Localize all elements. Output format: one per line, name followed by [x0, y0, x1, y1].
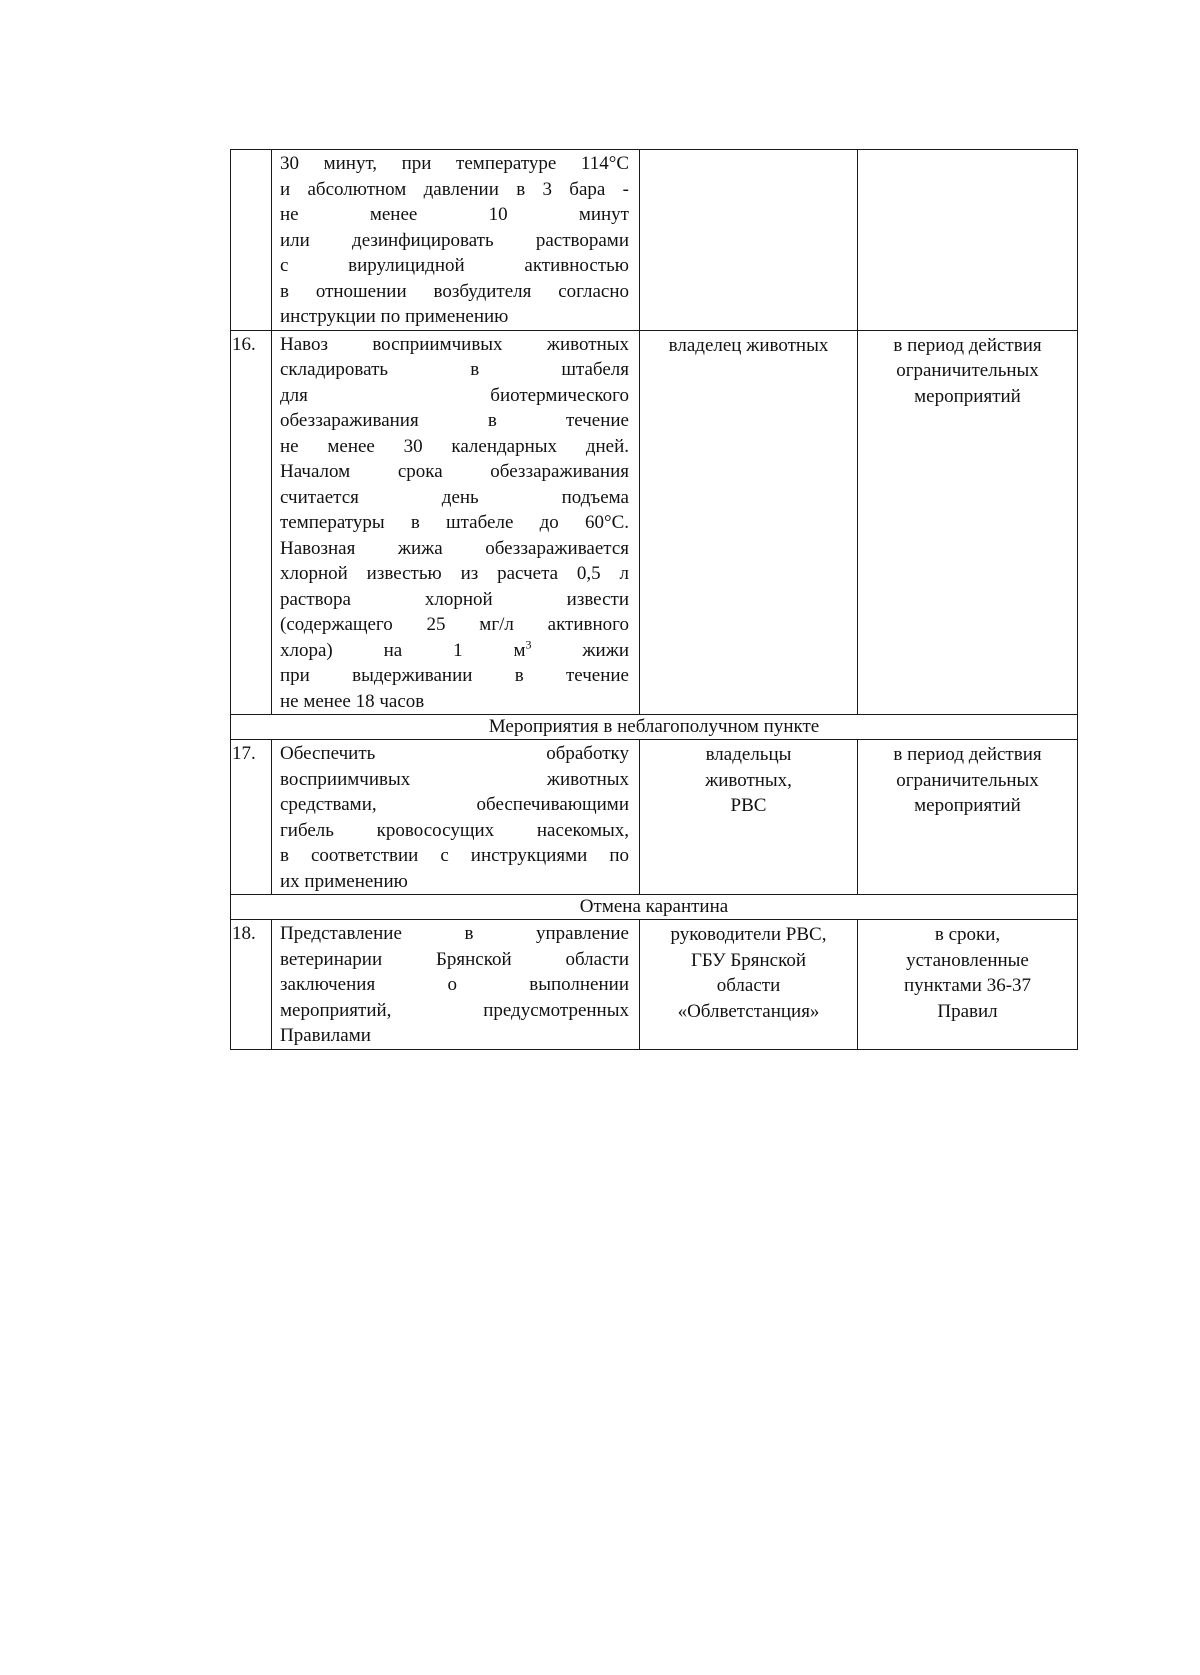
measure-line: хлорной известью из расчета 0,5 л	[280, 563, 629, 584]
term-line: мероприятий	[914, 795, 1021, 816]
measure-text	[272, 150, 640, 331]
term-line: ограничительных	[896, 769, 1039, 791]
term-line: мероприятий	[914, 385, 1021, 407]
measure-line: не менее 18 часов	[280, 690, 425, 712]
superscript: 3	[525, 637, 532, 652]
measure-line: Началом срока обеззараживания	[280, 461, 629, 482]
measure-line: 30 минут, при температуре 114°С	[280, 153, 629, 174]
measure-line: инструкции по применению	[280, 306, 509, 327]
measure-line: с вирулицидной активностью	[280, 255, 629, 276]
measure-line: гибель кровососущих насекомых,	[280, 819, 629, 841]
table-row-18	[231, 920, 1078, 1050]
measure-line: температуры в штабеле до 60°С.	[280, 512, 629, 533]
row-number: 18.	[231, 920, 272, 1050]
responsible-line: владельцы	[705, 744, 792, 765]
measure-line: и абсолютном давлении в 3 бара -	[280, 178, 629, 200]
table-row-16	[231, 330, 1078, 715]
measure-line: Навозная жижа обеззараживается	[280, 537, 629, 559]
measure-line: мероприятий, предусмотренных	[280, 999, 629, 1021]
term-cell	[858, 150, 1078, 331]
responsible-cell	[640, 330, 858, 715]
responsible-line: животных,	[705, 769, 792, 791]
measure-line: (содержащего 25 мг/л активного	[280, 614, 629, 635]
section-row	[231, 715, 1078, 740]
responsible-line: РВС	[730, 795, 767, 816]
table-row-continuation	[231, 150, 1078, 331]
measure-line: Правилами	[280, 1025, 371, 1046]
measure-line: не менее 30 календарных дней.	[280, 435, 629, 457]
measure-text	[272, 920, 640, 1050]
measure-line: в отношении возбудителя согласно	[280, 280, 629, 302]
measure-line: для биотермического	[280, 384, 629, 406]
measure-line: восприимчивых животных	[280, 768, 629, 790]
measure-line: средствами, обеспечивающими	[280, 794, 629, 815]
table-row-17	[231, 740, 1078, 895]
measure-line: при выдерживании в течение	[280, 665, 629, 686]
section-heading: Мероприятия в неблагополучном пункте	[231, 715, 1078, 740]
measure-line: не менее 10 минут	[280, 204, 629, 225]
measure-line: в соответствии с инструкциями по	[280, 845, 629, 866]
term-line: пунктами 36-37	[903, 975, 1032, 996]
responsible-line: ГБУ Брянской	[690, 949, 807, 971]
measure-line: или дезинфицировать растворами	[280, 229, 629, 251]
measure-line: ветеринарии Брянской области	[280, 948, 629, 970]
term-line: ограничительных	[896, 360, 1039, 381]
responsible-line: руководители РВС,	[670, 924, 827, 945]
term-cell	[858, 740, 1078, 895]
row-number	[231, 150, 272, 331]
measure-line: Навоз восприимчивых животных	[280, 333, 629, 355]
measure-text	[272, 740, 640, 895]
measure-line-with-superscript: хлора) на 1 $м^3$ жижи	[280, 637, 629, 661]
responsible-line: владелец животных	[668, 334, 829, 356]
responsible-line: области	[716, 975, 781, 996]
responsible-cell	[640, 740, 858, 895]
measure-line: заключения о выполнении	[280, 974, 629, 995]
measures-table	[230, 149, 1078, 1050]
section-heading: Отмена карантина	[231, 895, 1078, 920]
term-line: в период действия	[893, 744, 1042, 765]
responsible-cell	[640, 150, 858, 331]
measure-line: считается день подъема	[280, 486, 629, 508]
section-row	[231, 895, 1078, 920]
term-line: Правил	[937, 1000, 998, 1022]
term-cell	[858, 330, 1078, 715]
row-number: 17.	[231, 740, 272, 895]
responsible-line: «Облветстанция»	[677, 1000, 820, 1022]
measure-text	[272, 330, 640, 715]
measure-line: их применению	[280, 870, 408, 892]
term-line: в сроки,	[934, 924, 1001, 945]
term-cell	[858, 920, 1078, 1050]
responsible-cell	[640, 920, 858, 1050]
measure-line: Обеспечить обработку	[280, 743, 629, 764]
term-line: установленные	[906, 949, 1029, 971]
row-number: 16.	[231, 330, 272, 715]
measure-line: складировать в штабеля	[280, 359, 629, 380]
term-line: в период действия	[893, 334, 1042, 356]
measure-line: обеззараживания в течение	[280, 410, 629, 431]
measure-line: Представление в управление	[280, 923, 629, 944]
measure-line: раствора хлорной извести	[280, 588, 629, 610]
